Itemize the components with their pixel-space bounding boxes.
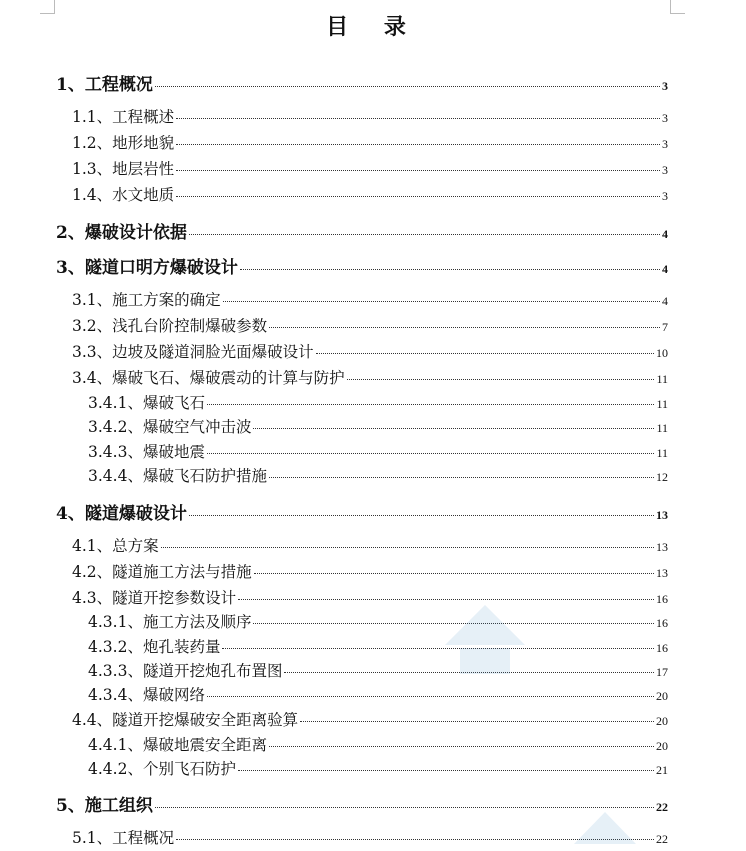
leader-dots — [269, 476, 654, 478]
toc-page-number: 20 — [656, 689, 668, 703]
toc-page-number: 20 — [656, 739, 668, 753]
toc-entry[interactable] — [88, 610, 668, 632]
toc-page-number: 16 — [656, 592, 668, 606]
toc-page-number: 13 — [656, 566, 668, 580]
toc-page-number: 4 — [662, 262, 668, 276]
toc-label: 4.3.3、隧道开挖炮孔布置图 — [88, 662, 283, 680]
toc-entry[interactable] — [88, 635, 668, 657]
toc-page-number: 3 — [662, 137, 668, 151]
leader-dots — [269, 745, 654, 747]
toc-entry[interactable] — [72, 183, 668, 205]
toc-entry[interactable] — [56, 253, 668, 278]
toc-page-number: 3 — [662, 79, 668, 93]
toc-page-number: 20 — [656, 714, 668, 728]
toc-page-number: 13 — [656, 540, 668, 554]
leader-dots — [176, 169, 660, 171]
toc-entry[interactable] — [72, 708, 668, 730]
leader-dots — [176, 143, 660, 145]
leader-dots — [347, 378, 655, 380]
toc-page-number: 16 — [656, 641, 668, 655]
leader-dots — [155, 85, 660, 87]
toc-page-number: 11 — [656, 421, 668, 435]
leader-dots — [316, 352, 654, 354]
toc-entry[interactable] — [72, 366, 668, 388]
leader-dots — [207, 452, 654, 454]
toc-entry[interactable] — [88, 415, 668, 437]
toc-label: 4.3.4、爆破网络 — [88, 686, 205, 704]
toc-label: 4.3.2、炮孔装药量 — [88, 638, 221, 656]
toc-entry[interactable] — [88, 440, 668, 462]
leader-dots — [253, 427, 654, 429]
leader-dots — [207, 403, 654, 405]
leader-dots — [189, 514, 654, 516]
toc-label: 4、隧道爆破设计 — [56, 504, 187, 524]
toc-label: 1.1、工程概述 — [72, 108, 175, 126]
toc-entry[interactable] — [88, 683, 668, 705]
toc-entry[interactable] — [72, 157, 668, 179]
toc-label: 1、工程概况 — [56, 75, 153, 95]
toc-label: 3、隧道口明方爆破设计 — [56, 258, 238, 278]
leader-dots — [240, 268, 660, 270]
toc-entry[interactable] — [56, 70, 668, 95]
toc-label: 4.1、总方案 — [72, 537, 159, 555]
toc-label: 1.2、地形地貌 — [72, 134, 175, 152]
toc-page-number: 4 — [662, 294, 668, 308]
toc-page-number: 11 — [656, 446, 668, 460]
toc-entry[interactable] — [88, 659, 668, 681]
toc-page-number: 3 — [662, 111, 668, 125]
toc-label: 4.4.2、个别飞石防护 — [88, 760, 236, 778]
toc-label: 3.4.3、爆破地震 — [88, 443, 205, 461]
leader-dots — [269, 326, 660, 328]
toc-label: 3.4、爆破飞石、爆破震动的计算与防护 — [72, 369, 345, 387]
toc-page-number: 17 — [656, 665, 668, 679]
toc-page-number: 10 — [656, 346, 668, 360]
watermark-logo-icon — [570, 808, 640, 851]
toc-entry[interactable] — [72, 534, 668, 556]
toc-label: 3.4.1、爆破飞石 — [88, 394, 205, 412]
toc-page-number: 11 — [656, 372, 668, 386]
toc-label: 4.2、隧道施工方法与措施 — [72, 563, 252, 581]
toc-label: 3.2、浅孔台阶控制爆破参数 — [72, 317, 268, 335]
toc-label: 5.1、工程概况 — [72, 829, 175, 847]
toc-label: 4.4.1、爆破地震安全距离 — [88, 736, 267, 754]
toc-page-number: 7 — [662, 320, 668, 334]
toc-entry[interactable] — [72, 105, 668, 127]
leader-dots — [161, 546, 654, 548]
toc-entry[interactable] — [88, 757, 668, 779]
toc-label: 4.4、隧道开挖爆破安全距离验算 — [72, 711, 299, 729]
leader-dots — [222, 647, 654, 649]
toc-label: 5、施工组织 — [56, 796, 153, 816]
leader-dots — [254, 572, 654, 574]
toc-entry[interactable] — [56, 499, 668, 524]
toc-entry[interactable] — [56, 218, 668, 243]
toc-page-number: 3 — [662, 163, 668, 177]
toc-label: 1.3、地层岩性 — [72, 160, 175, 178]
leader-dots — [207, 695, 654, 697]
toc-entry[interactable] — [88, 464, 668, 486]
toc-page-number: 22 — [656, 832, 668, 846]
toc-label: 3.3、边坡及隧道洞脸光面爆破设计 — [72, 343, 314, 361]
leader-dots — [176, 195, 660, 197]
leader-dots — [223, 300, 660, 302]
toc-page-number: 11 — [656, 397, 668, 411]
toc-label: 3.4.4、爆破飞石防护措施 — [88, 467, 267, 485]
leader-dots — [176, 117, 660, 119]
toc-entry[interactable] — [72, 314, 668, 336]
toc-page-number: 3 — [662, 189, 668, 203]
toc-label: 4.3.1、施工方法及顺序 — [88, 613, 252, 631]
toc-page-number: 21 — [656, 763, 668, 777]
page-title: 目 录 — [326, 14, 420, 40]
toc-label: 2、爆破设计依据 — [56, 223, 187, 243]
toc-page-number: 13 — [656, 508, 668, 522]
leader-dots — [238, 769, 654, 771]
toc-label: 4.3、隧道开挖参数设计 — [72, 589, 237, 607]
leader-dots — [189, 233, 660, 235]
toc-page-number: 4 — [662, 227, 668, 241]
toc-label: 3.4.2、爆破空气冲击波 — [88, 418, 252, 436]
toc-page-number: 12 — [656, 470, 668, 484]
leader-dots — [300, 720, 654, 722]
toc-entry[interactable] — [72, 131, 668, 153]
toc-page-number: 22 — [656, 800, 668, 814]
toc-entry[interactable] — [72, 288, 668, 310]
toc-label: 1.4、水文地质 — [72, 186, 175, 204]
toc-entry[interactable] — [72, 340, 668, 362]
toc-entry[interactable] — [72, 560, 668, 582]
toc-entry[interactable] — [88, 391, 668, 413]
toc-page-number: 16 — [656, 616, 668, 630]
toc-entry[interactable] — [72, 586, 668, 608]
watermark-logo-icon — [440, 600, 530, 680]
toc-label: 3.1、施工方案的确定 — [72, 291, 221, 309]
toc-entry[interactable] — [88, 733, 668, 755]
